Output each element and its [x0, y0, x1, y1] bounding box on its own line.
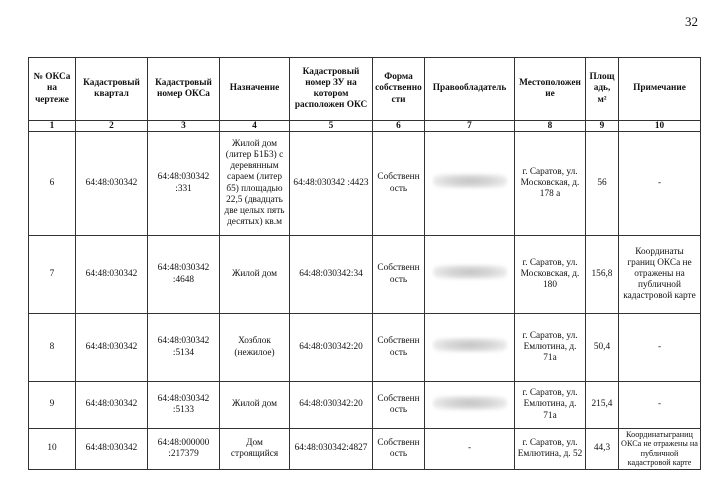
column-number-cell: 4 — [220, 121, 290, 132]
redacted-owner — [433, 338, 507, 352]
header-cell: Местоположение — [515, 58, 586, 121]
oks-num-cell: 9 — [29, 382, 76, 429]
column-number-cell: 10 — [619, 121, 701, 132]
location-cell: г. Саратов, ул. Емлютина, д. 52 — [515, 429, 586, 470]
oks-number-cell: 64:48:030342 :5134 — [148, 314, 220, 382]
note-cell: Координаты границ ОКСа не отражены на публичной кадастровой карте — [619, 236, 701, 314]
header-cell: Правообладатель — [425, 58, 515, 121]
quarter-cell: 64:48:030342 — [76, 314, 148, 382]
owner-cell — [425, 314, 515, 382]
location-cell: г. Саратов, ул. Емлютина, д. 71а — [515, 382, 586, 429]
zu-number-cell: 64:48:030342 :4423 — [290, 132, 373, 236]
oks-number-cell: 64:48:030342 :331 — [148, 132, 220, 236]
column-number-cell: 3 — [148, 121, 220, 132]
redacted-owner — [433, 265, 507, 279]
location-cell: г. Саратов, ул. Емлютина, д. 71а — [515, 314, 586, 382]
note-cell: - — [619, 314, 701, 382]
header-cell: Кадастровый номер ОКСа — [148, 58, 220, 121]
table-row — [29, 314, 701, 382]
ownership-cell: Собственность — [373, 236, 425, 314]
column-number-cell: 8 — [515, 121, 586, 132]
oks-num-cell: 6 — [29, 132, 76, 236]
quarter-cell: 64:48:030342 — [76, 132, 148, 236]
location-cell: г. Саратов, ул. Московская, д. 180 — [515, 236, 586, 314]
oks-number-cell: 64:48:000000 :217379 — [148, 429, 220, 470]
location-cell: г. Саратов, ул. Московская, д. 178 а — [515, 132, 586, 236]
owner-cell: - — [425, 429, 515, 470]
table-row — [29, 132, 701, 236]
oks-number-cell: 64:48:030342 :5133 — [148, 382, 220, 429]
header-cell: Форма собственности — [373, 58, 425, 121]
column-number-row — [29, 121, 701, 132]
oks-registry-table — [28, 57, 701, 470]
column-number-cell: 2 — [76, 121, 148, 132]
purpose-cell: Жилой дом — [220, 236, 290, 314]
ownership-cell: Собственность — [373, 429, 425, 470]
redacted-owner — [433, 396, 507, 410]
purpose-cell: Хозблок (нежилое) — [220, 314, 290, 382]
table-row — [29, 382, 701, 429]
owner-cell — [425, 382, 515, 429]
quarter-cell: 64:48:030342 — [76, 429, 148, 470]
purpose-cell: Дом строящийся — [220, 429, 290, 470]
note-cell: - — [619, 382, 701, 429]
oks-number-cell: 64:48:030342 :4648 — [148, 236, 220, 314]
owner-cell — [425, 236, 515, 314]
zu-number-cell: 64:48:030342:20 — [290, 382, 373, 429]
area-cell: 44,3 — [586, 429, 619, 470]
quarter-cell: 64:48:030342 — [76, 382, 148, 429]
ownership-cell: Собственность — [373, 132, 425, 236]
column-number-cell: 5 — [290, 121, 373, 132]
header-cell: Кадастровый квартал — [76, 58, 148, 121]
owner-cell — [425, 132, 515, 236]
page-number: 32 — [685, 14, 698, 29]
ownership-cell: Собственность — [373, 382, 425, 429]
column-number-cell: 9 — [586, 121, 619, 132]
column-number-cell: 1 — [29, 121, 76, 132]
column-number-cell: 6 — [373, 121, 425, 132]
header-cell: Кадастровый номер ЗУ на котором расположен ОКС — [290, 58, 373, 121]
column-number-cell: 7 — [425, 121, 515, 132]
oks-num-cell: 8 — [29, 314, 76, 382]
table-row — [29, 236, 701, 314]
header-cell: Назначение — [220, 58, 290, 121]
header-row — [29, 58, 701, 121]
oks-num-cell: 7 — [29, 236, 76, 314]
header-cell: Площадь, м² — [586, 58, 619, 121]
oks-num-cell: 10 — [29, 429, 76, 470]
note-cell: - — [619, 132, 701, 236]
header-cell: № ОКСа на чертеже — [29, 58, 76, 121]
note-cell: Координатыграниц ОКСа не отражены на публичной кадастровой карте — [619, 429, 701, 470]
header-cell: Примечание — [619, 58, 701, 121]
area-cell: 215,4 — [586, 382, 619, 429]
area-cell: 50,4 — [586, 314, 619, 382]
table-row — [29, 429, 701, 470]
zu-number-cell: 64:48:030342:20 — [290, 314, 373, 382]
purpose-cell: Жилой дом — [220, 382, 290, 429]
quarter-cell: 64:48:030342 — [76, 236, 148, 314]
purpose-cell: Жилой дом (литер Б1Б3) с деревянным сараем (литер б5) площадью 22,5 (двадцать две целых пять десятых) кв.м — [220, 132, 290, 236]
area-cell: 56 — [586, 132, 619, 236]
zu-number-cell: 64:48:030342:4827 — [290, 429, 373, 470]
ownership-cell: Собственность — [373, 314, 425, 382]
zu-number-cell: 64:48:030342:34 — [290, 236, 373, 314]
area-cell: 156,8 — [586, 236, 619, 314]
redacted-owner — [433, 174, 507, 188]
